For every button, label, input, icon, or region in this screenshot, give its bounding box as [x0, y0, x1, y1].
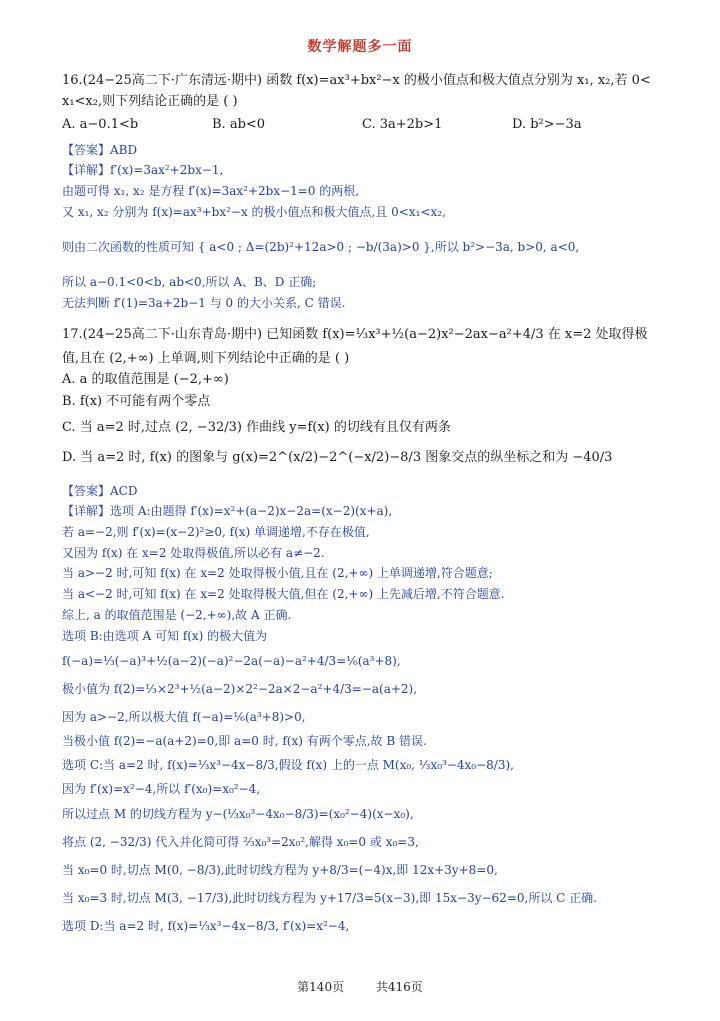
- q16-answer: 【答案】ABD: [62, 143, 138, 157]
- q16-options: [62, 114, 662, 136]
- q16-solution-line: 又 x₁, x₂ 分别为 f(x)=ax³+bx²−x 的极小值点和极大值点,且 0<x₁<x₂,: [62, 204, 446, 219]
- q17-solution-line: 因为 f′(x)=x²−4,所以 f′(x₀)=x₀²−4,: [62, 782, 261, 797]
- q17-solution-line: 极小值为 f(2)=⅓×2³+½(a−2)×2²−2a×2−a²+4/3=−a(a+2),: [62, 681, 418, 696]
- q16-stem-line1: 16.(24−25高二下·广东清远·期中) 函数 f(x)=ax³+bx²−x 的极小值点和极大值点分别为 x₁, x₂,若 0<: [62, 73, 651, 88]
- q17-solution-line: 当 x₀=3 时,切点 M(3, −17/3),此时切线方程为 y+17/3=5(x−3),即 15x−3y−62=0,所以 C 正确.: [62, 891, 597, 906]
- q16-solution-line: 无法判断 f′(1)=3a+2b−1 与 0 的大小关系, C 错误.: [62, 296, 346, 311]
- q17-solution-line: 当 x₀=0 时,切点 M(0, −8/3),此时切线方程为 y+8/3=(−4)x,即 12x+3y+8=0,: [62, 863, 498, 878]
- q17-solution-line: 综上, a 的取值范围是 (−2,+∞),故 A 正确.: [62, 607, 292, 622]
- content-area: [62, 70, 662, 940]
- q16-option-a: A. a−0.1<b: [62, 117, 139, 132]
- q16-option-d: D. b²>−3a: [512, 117, 582, 132]
- q17-solution-line: 当 a>−2 时,可知 f(x) 在 x=2 处取得极小值,且在 (2,+∞) 上单调递增,符合题意;: [62, 566, 493, 581]
- q16-solution-line: 所以 a−0.1<0<b, ab<0,所以 A、B、D 正确;: [62, 275, 317, 290]
- q17-option-d: D. 当 a=2 时, f(x) 的图象与 g(x)=2^(x/2)−2^(−x/2)−8/3 图象交点的纵坐标之和为 −40/3: [62, 449, 613, 465]
- q17-option-a: A. a 的取值范围是 (−2,+∞): [62, 371, 229, 387]
- q17-solution-line: 当极小值 f(2)=−a(a+2)=0,即 a=0 时, f(x) 有两个零点,故 B 错误.: [62, 733, 427, 748]
- q17-solution-line: 选项 C:当 a=2 时, f(x)=⅓x³−4x−8/3,假设 f(x) 上的一点 M(x₀, ⅓x₀³−4x₀−8/3),: [62, 758, 514, 773]
- q16-solution-line: 【详解】f′(x)=3ax²+2bx−1,: [62, 163, 224, 177]
- q16-solution-line: 则由二次函数的性质可知 { a<0 ; Δ=(2b)²+12a>0 ; −b/(3a)>0 },所以 b²>−3a, b>0, a<0,: [62, 240, 580, 255]
- q17-solution-line: f(−a)=⅓(−a)³+½(a−2)(−a)²−2a(−a)−a²+4/3=⅙(a³+8),: [62, 653, 401, 668]
- q17-solution-line: 又因为 f(x) 在 x=2 处取得极值,所以必有 a≠−2.: [62, 545, 325, 560]
- q17-option-c: C. 当 a=2 时,过点 (2, −32/3) 作曲线 y=f(x) 的切线有且仅有两条: [62, 419, 451, 435]
- total-pages: 共416页: [375, 980, 423, 994]
- page-header-title: 数学解题多一面: [307, 39, 413, 55]
- q17-solution-line: 因为 a>−2,所以极大值 f(−a)=⅙(a³+8)>0,: [62, 709, 306, 724]
- q17-option-b: B. f(x) 不可能有两个零点: [62, 393, 211, 409]
- q17-stem-line2: 值,且在 (2,+∞) 上单调,则下列结论中正确的是 ( ): [62, 350, 350, 366]
- page-footer: [0, 978, 720, 995]
- q17-stem-line1: 17.(24−25高二下·山东青岛·期中) 已知函数 f(x)=⅓x³+½(a−2)x²−2ax−a²+4/3 在 x=2 处取得极: [62, 326, 648, 342]
- q17-answer: 【答案】ACD: [62, 483, 138, 498]
- q17-solution-line: 当 a<−2 时,可知 f(x) 在 x=2 处取得极大值,但在 (2,+∞) 上先减后增,不符合题意.: [62, 587, 505, 602]
- q16-option-c: C. 3a+2b>1: [362, 117, 443, 132]
- q17-solution-line: 选项 B:由选项 A 可知 f(x) 的极大值为: [62, 628, 268, 643]
- q17-solution-line: 将点 (2, −32/3) 代入并化简可得 ⅔x₀³=2x₀²,解得 x₀=0 或 x₀=3,: [62, 835, 419, 850]
- q17-solution-line: 【详解】选项 A:由题得 f′(x)=x²+(a−2)x−2a=(x−2)(x+a),: [62, 503, 393, 518]
- q17-solution-line: 所以过点 M 的切线方程为 y−(⅓x₀³−4x₀−8/3)=(x₀²−4)(x−x₀),: [62, 807, 414, 822]
- q16-option-b: B. ab<0: [212, 117, 266, 132]
- q16-stem-line2: x₁<x₂,则下列结论正确的是 ( ): [62, 94, 238, 109]
- q17-solution-line: 若 a=−2,则 f′(x)=(x−2)²≥0, f(x) 单调递增,不存在极值,: [62, 524, 370, 539]
- q17-solution-line: 选项 D:当 a=2 时, f(x)=⅓x³−4x−8/3, f′(x)=x²−4,: [62, 919, 350, 934]
- q16-solution-line: 由题可得 x₁, x₂ 是方程 f′(x)=3ax²+2bx−1=0 的两根,: [62, 183, 360, 198]
- page-number: 第140页: [297, 980, 345, 994]
